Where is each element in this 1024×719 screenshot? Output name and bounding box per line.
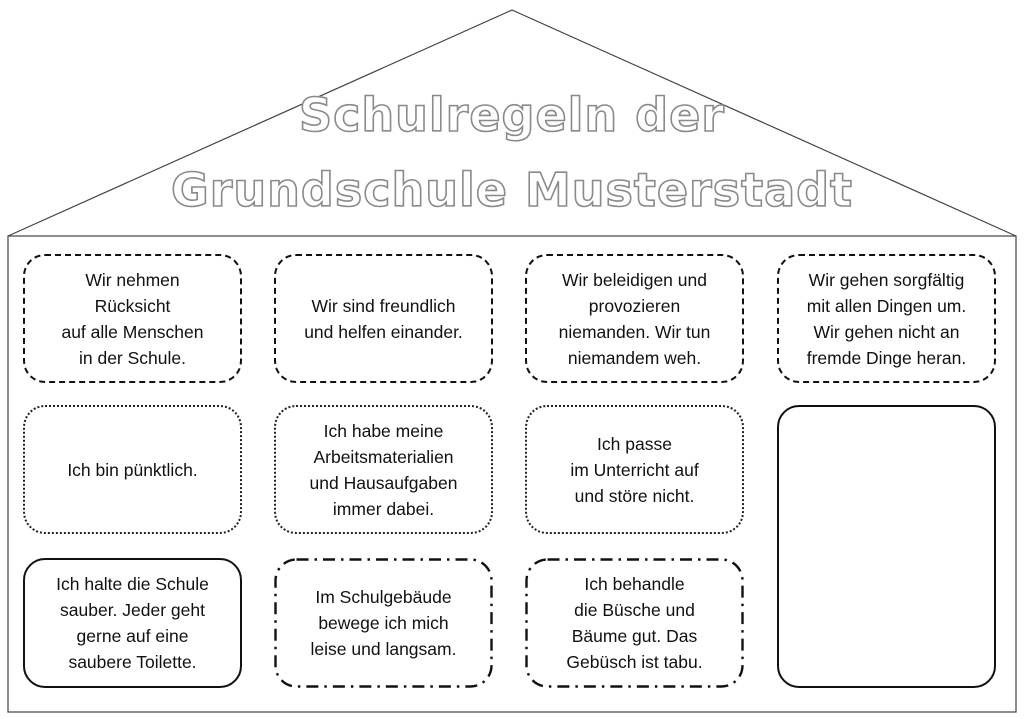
- rule-text: Wir nehmen Rücksicht auf alle Menschen in der Schule.: [61, 269, 204, 368]
- rule-text: Ich habe meine Arbeitsmaterialien und Hausaufgaben immer dabei.: [309, 420, 458, 519]
- rule-card-4: [777, 254, 996, 383]
- rule-card-1: [23, 254, 242, 383]
- rule-card-2: [274, 254, 493, 383]
- rule-text: Wir sind freundlich und helfen einander.: [304, 295, 463, 342]
- rule-text: Ich bin pünktlich.: [67, 459, 198, 480]
- rule-text: Wir beleidigen und provozieren niemanden. Wir tun niemandem weh.: [558, 269, 711, 368]
- rule-text: Ich passe im Unterricht auf und störe nicht.: [570, 433, 699, 506]
- rule-card-10: [525, 558, 744, 688]
- rule-card-9: [274, 558, 493, 688]
- rule-card-3: [525, 254, 744, 383]
- rule-card-6: [274, 405, 493, 534]
- rule-text: Ich behandle die Büsche und Bäume gut. Das Gebüsch ist tabu.: [566, 574, 703, 672]
- rule-card-7: [525, 405, 744, 534]
- rule-text: Im Schulgebäude bewege ich mich leise und langsam.: [310, 587, 457, 659]
- rule-card-11: [777, 405, 996, 688]
- rule-card-5: [23, 405, 242, 534]
- title-line-1: Schulregeln der: [298, 88, 725, 142]
- rule-card-8: [23, 558, 242, 688]
- rule-text: Ich halte die Schule sauber. Jeder geht gerne auf eine saubere Toilette.: [56, 574, 209, 672]
- title-line-2: Grundschule Musterstadt: [170, 163, 854, 217]
- rule-text: Wir gehen sorgfältig mit allen Dingen um. Wir gehen nicht an fremde Dinge heran.: [806, 269, 967, 368]
